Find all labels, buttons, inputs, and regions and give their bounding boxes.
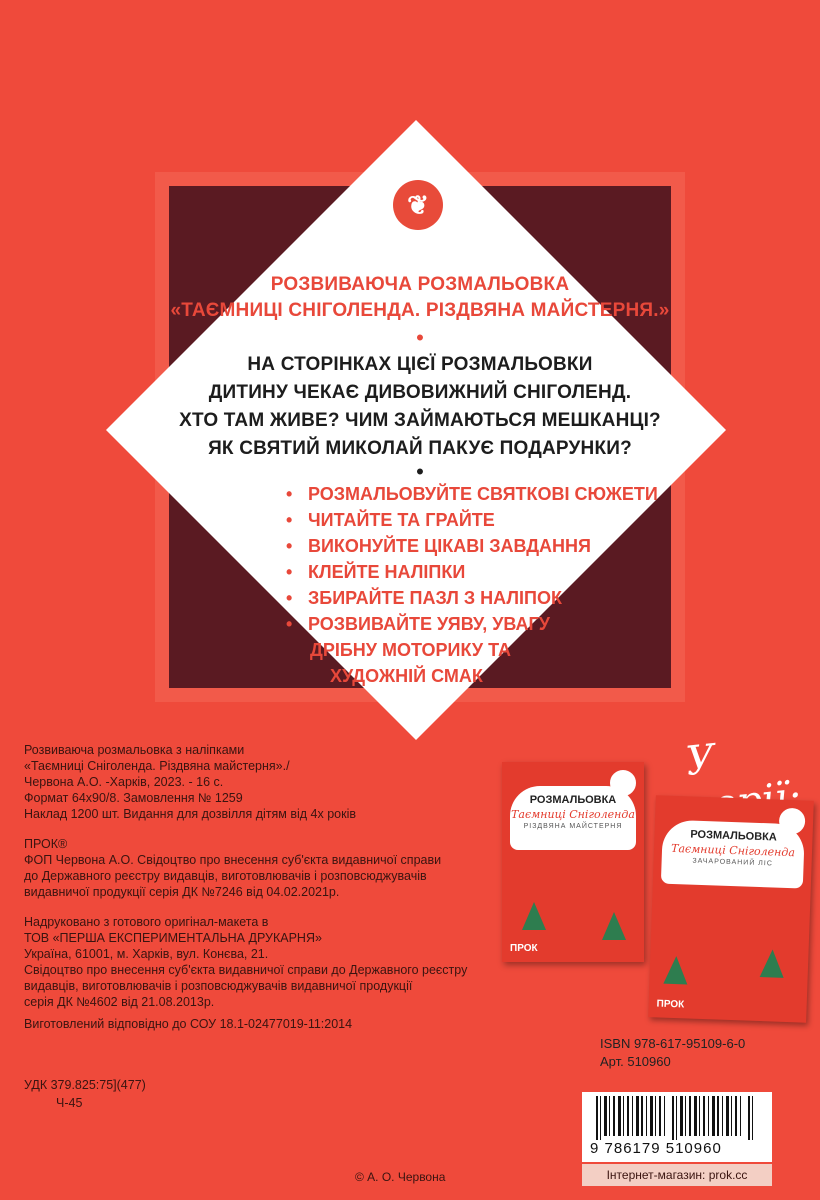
printer-line: ТОВ «ПЕРША ЕКСПЕРИМЕНТАЛЬНА ДРУКАРНЯ» — [24, 931, 322, 945]
benefit-item: • ЧИТАЙТЕ ТА ГРАЙТЕ — [286, 510, 495, 530]
tree-icon — [663, 956, 688, 985]
series-book-cover — [648, 795, 814, 1022]
book-title: Таємниці Сніголенда — [511, 808, 635, 821]
benefit-item: • ВИКОНУЙТЕ ЦІКАВІ ЗАВДАННЯ — [286, 536, 591, 556]
book-info-line: Формат 64х90/8. Замовлення № 1259 — [24, 791, 243, 805]
bullet-icon: • — [286, 510, 293, 530]
barcode-bars-icon — [582, 1092, 772, 1140]
book-info-line: Наклад 1200 шт. Видання для дозвілля дітям від 4х років — [24, 807, 357, 821]
book-info-line: «Таємниці Сніголенда. Різдвяна майстерня»./ — [24, 759, 290, 773]
printer-line: Свідоцтво про внесення суб'єкта видавничої справи до Державного реєстру — [24, 963, 468, 977]
bullet-icon: • — [286, 588, 293, 608]
bullet-icon: • — [286, 536, 293, 556]
benefit-item: • КЛЕЙТЕ НАЛІПКИ — [286, 562, 466, 582]
publisher-line: до Державного реєстру видавців, виготовлювачів і розповсюджувачів — [24, 869, 427, 883]
printer-line: Надруковано з готового оригінал-макета в — [24, 915, 269, 929]
bullet-icon: • — [286, 562, 293, 582]
publisher-line: видавничої продукції серія ДК №7246 від 04.02.2021р. — [24, 885, 340, 899]
separator-dot: • — [416, 325, 424, 350]
benefit-item: • РОЗВИВАЙТЕ УЯВУ, УВАГУ — [286, 614, 550, 634]
copyright: © А. О. Червона — [355, 1170, 446, 1184]
standard-line: Виготовлений відповідно до СОУ 18.1-02477019-11:2014 — [24, 1017, 353, 1031]
book-title: Таємниці Сніголенда — [670, 841, 796, 860]
book-info-line: Розвиваюча розмальовка з наліпками — [24, 743, 245, 757]
separator-dot: • — [416, 459, 424, 484]
description-line: ДИТИНУ ЧЕКАЄ ДИВОВИЖНИЙ СНІГОЛЕНД. — [208, 382, 632, 403]
series-label: У — [683, 736, 718, 785]
book-subtitle: РІЗДВЯНА МАЙСТЕРНЯ — [523, 823, 623, 830]
publisher-logo-icon: ❦ — [393, 180, 443, 230]
benefit-item: • ЗБИРАЙТЕ ПАЗЛ З НАЛІПОК — [286, 588, 562, 608]
intro-title-line1: РОЗВИВАЮЧА РОЗМАЛЬОВКА — [270, 274, 570, 295]
isbn: ISBN 978-617-95109-6-0 — [600, 1036, 746, 1051]
author-code: Ч-45 — [56, 1096, 83, 1110]
benefit-wrap-line: ХУДОЖНІЙ СМАК — [330, 666, 483, 686]
series-book-cover — [502, 762, 644, 962]
publisher-line: ФОП Червона А.О. Свідоцтво про внесення суб'єкта видавничої справи — [24, 853, 442, 867]
book-header — [510, 786, 636, 850]
benefit-wrap-line: ДРІБНУ МОТОРИКУ ТА — [310, 640, 511, 660]
book-header — [661, 820, 805, 889]
bullet-icon: • — [286, 484, 293, 504]
tree-icon — [760, 949, 785, 978]
tree-icon — [522, 902, 546, 930]
book-publisher: ПРОК — [510, 943, 538, 954]
printer-line: серія ДК №4602 від 21.08.2013р. — [24, 995, 215, 1009]
bullet-icon: • — [286, 614, 293, 634]
description-line: ЯК СВЯТИЙ МИКОЛАЙ ПАКУЄ ПОДАРУНКИ? — [208, 438, 632, 459]
tree-icon — [602, 912, 626, 940]
intro-title-line2: «ТАЄМНИЦІ СНІГОЛЕНДА. РІЗДВЯНА МАЙСТЕРНЯ.» — [170, 300, 670, 321]
book-category: РОЗМАЛЬОВКА — [690, 828, 777, 844]
online-shop-link[interactable]: Інтернет-магазин: prok.cc — [582, 1164, 772, 1186]
description-line: ХТО ТАМ ЖИВЕ? ЧИМ ЗАЙМАЮТЬСЯ МЕШКАНЦІ? — [179, 410, 661, 431]
book-subtitle: ЗАЧАРОВАНИЙ ЛІС — [692, 857, 773, 868]
publisher-line: ПРОК® — [24, 837, 68, 851]
udk-code: УДК 379.825:75](477) — [24, 1078, 146, 1092]
printer-line: видавців, виготовлювачів і розповсюджувачів видавничої продукції — [24, 979, 413, 993]
article-number: Арт. 510960 — [600, 1054, 671, 1069]
printer-line: Україна, 61001, м. Харків, вул. Конєва, 21. — [24, 947, 269, 961]
barcode-digits: 9 786179 510960 — [590, 1140, 722, 1157]
description-line: НА СТОРІНКАХ ЦІЄЇ РОЗМАЛЬОВКИ — [247, 354, 593, 375]
benefit-item: • РОЗМАЛЬОВУЙТЕ СВЯТКОВІ СЮЖЕТИ — [286, 484, 658, 504]
book-category: РОЗМАЛЬОВКА — [529, 794, 617, 806]
book-publisher: ПРОК — [656, 998, 685, 1011]
book-info-line: Червона А.О. -Харків, 2023. - 16 с. — [24, 775, 224, 789]
